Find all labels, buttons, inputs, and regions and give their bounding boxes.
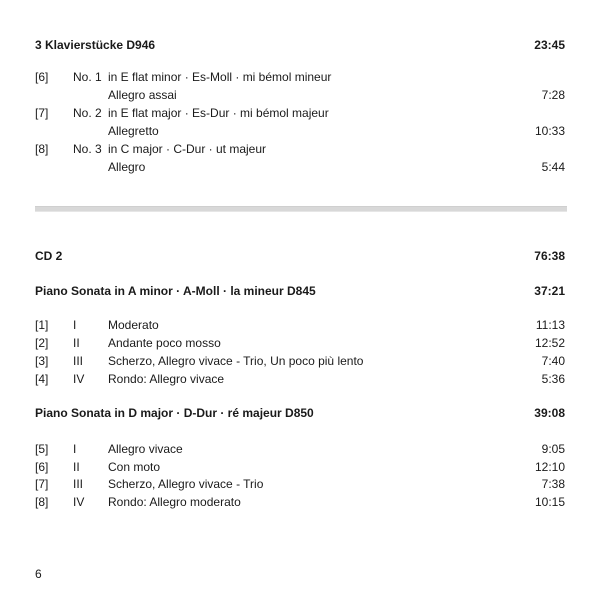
- cd-heading: [35, 248, 565, 264]
- piece-number: No. 1: [73, 70, 102, 84]
- track-duration: 12:10: [534, 460, 565, 474]
- piece-number: No. 3: [73, 142, 102, 156]
- track-number: [2]: [35, 336, 49, 350]
- piece-number: No. 2: [73, 106, 102, 120]
- work-heading-d850: [35, 405, 565, 421]
- track-duration: 10:33: [534, 124, 565, 138]
- track-row: [35, 371, 565, 388]
- track-number: [4]: [35, 372, 49, 386]
- track-row: [35, 105, 565, 122]
- movement-title: Rondo: Allegro moderato: [108, 495, 241, 509]
- movement-number: III: [73, 354, 84, 368]
- track-row: [35, 317, 565, 334]
- track-number: [7]: [35, 477, 49, 491]
- page-number: 6: [35, 567, 42, 581]
- movement-title: Allegro vivace: [108, 442, 183, 456]
- track-number: [8]: [35, 142, 49, 156]
- work-duration: 39:08: [534, 406, 565, 420]
- track-row: [35, 459, 565, 476]
- track-duration: 10:15: [534, 495, 565, 509]
- track-number: [3]: [35, 354, 49, 368]
- track-row: [35, 141, 565, 158]
- movement-number: I: [73, 318, 77, 332]
- cd-duration: 76:38: [534, 249, 565, 263]
- movement-title: Rondo: Allegro vivace: [108, 372, 225, 386]
- track-row: [35, 494, 565, 511]
- track-duration: 11:13: [535, 318, 565, 332]
- work-title: Piano Sonata in D major · D-Dur · ré majeur D850: [35, 406, 314, 420]
- piece-key: in C major · C-Dur · ut majeur: [108, 142, 267, 156]
- piece-tempo: Allegro: [108, 160, 146, 174]
- track-duration: 12:52: [534, 336, 565, 350]
- track-tempo-row: [35, 159, 565, 176]
- movement-number: IV: [73, 495, 85, 509]
- track-tempo-row: [35, 123, 565, 140]
- movement-number: III: [73, 477, 84, 491]
- work-duration: 23:45: [534, 38, 565, 52]
- track-row: [35, 353, 565, 370]
- track-row: [35, 335, 565, 352]
- track-number: [7]: [35, 106, 49, 120]
- work-duration: 37:21: [534, 284, 565, 298]
- piece-tempo: Allegro assai: [108, 88, 177, 102]
- movement-title: Andante poco mosso: [108, 336, 221, 350]
- movement-number: I: [73, 442, 77, 456]
- track-row: [35, 441, 565, 458]
- section-divider: [35, 206, 567, 212]
- track-number: [1]: [35, 318, 49, 332]
- track-number: [6]: [35, 460, 49, 474]
- movement-title: Scherzo, Allegro vivace - Trio, Un poco più lento: [108, 354, 364, 368]
- piece-key: in E flat major · Es-Dur · mi bémol majeur: [108, 106, 329, 120]
- work-title: 3 Klavierstücke D946: [35, 38, 156, 52]
- track-duration: 7:40: [541, 354, 565, 368]
- work-title: Piano Sonata in A minor · A-Moll · la mineur D845: [35, 284, 316, 298]
- track-duration: 7:38: [541, 477, 565, 491]
- track-duration: 9:05: [541, 442, 565, 456]
- track-duration: 5:44: [541, 160, 565, 174]
- cd-label: CD 2: [35, 249, 63, 263]
- track-duration: 5:36: [541, 372, 565, 386]
- movement-title: Scherzo, Allegro vivace - Trio: [108, 477, 264, 491]
- work-heading-klavierstucke: [35, 37, 565, 53]
- track-tempo-row: [35, 87, 565, 104]
- piece-key: in E flat minor · Es-Moll · mi bémol mineur: [108, 70, 332, 84]
- track-number: [5]: [35, 442, 49, 456]
- track-row: [35, 69, 565, 86]
- track-duration: 7:28: [541, 88, 565, 102]
- work-heading-d845: [35, 283, 565, 299]
- movement-number: IV: [73, 372, 85, 386]
- movement-title: Moderato: [108, 318, 159, 332]
- track-number: [6]: [35, 70, 49, 84]
- track-number: [8]: [35, 495, 49, 509]
- movement-title: Con moto: [108, 460, 161, 474]
- track-row: [35, 476, 565, 493]
- movement-number: II: [73, 336, 80, 350]
- piece-tempo: Allegretto: [108, 124, 159, 138]
- movement-number: II: [73, 460, 80, 474]
